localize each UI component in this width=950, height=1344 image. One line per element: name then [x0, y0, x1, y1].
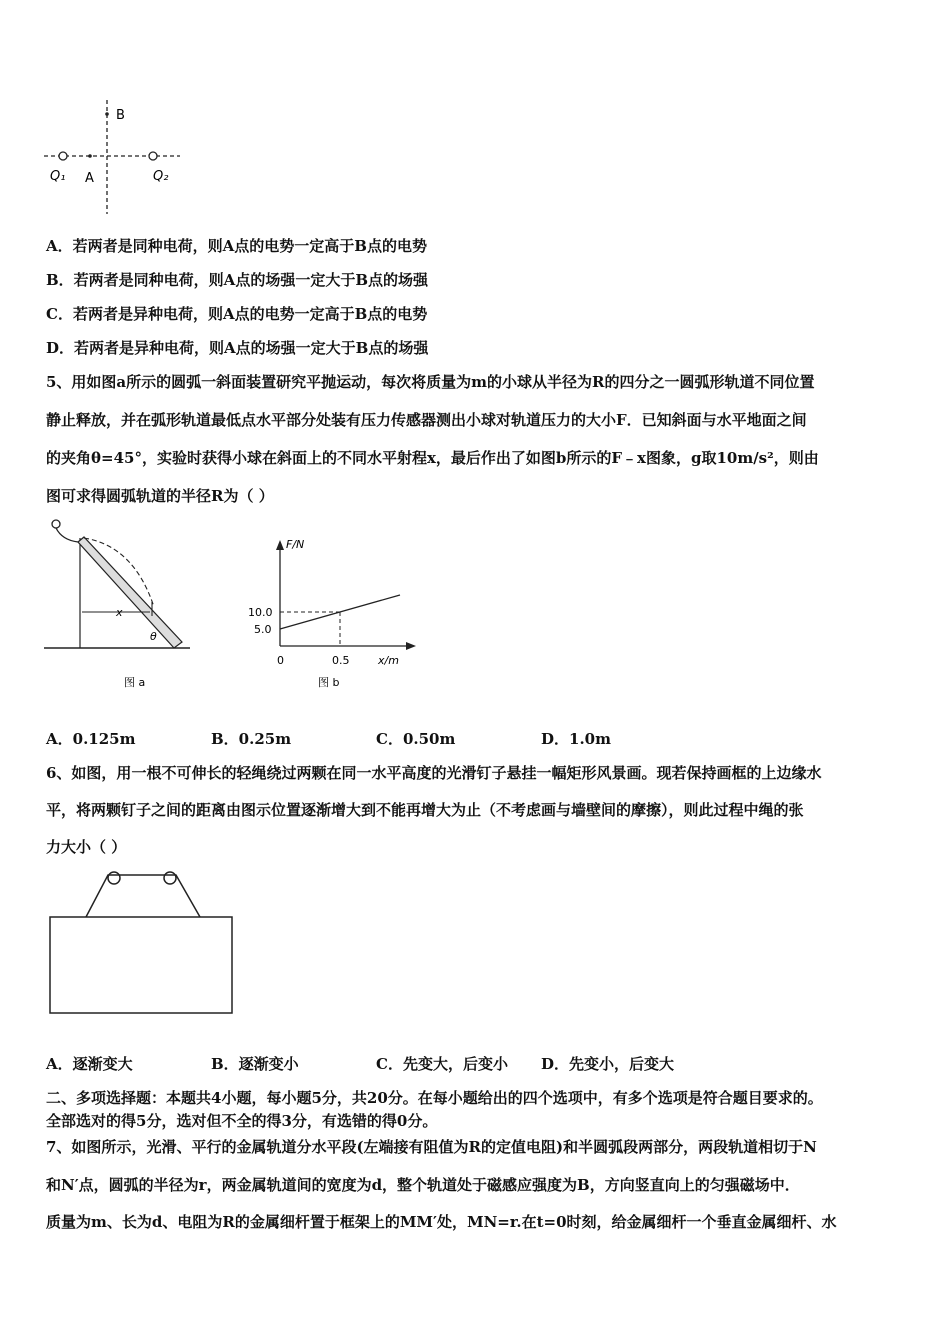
section-2-line-1: 二、多项选择题：本题共4小题，每小题5分，共20分。在每小题给出的四个选项中，有多个选项是符合题目要求的。 [46, 1089, 823, 1107]
y-tick-5: 5.0 [254, 623, 272, 636]
q6-line-2: 平，将两颗钉子之间的距离由图示位置逐渐增大到不能再增大为止（不考虑画与墙壁间的摩擦），则此过程中绳的张 [46, 801, 804, 819]
q5-option-a: A．0.125m [46, 730, 136, 748]
q5-line-4: 图可求得圆弧轨道的半径R为（ ） [46, 487, 274, 505]
left-nail-icon [108, 872, 120, 884]
rope-line [86, 875, 200, 917]
q5-option-b: B．0.25m [211, 730, 292, 748]
q5-line-2: 静止释放，并在弧形轨道最低点水平部分处装有压力传感器测出小球对轨道压力的大小F．已知斜面与水平地面之间 [46, 411, 807, 429]
q6-line-1: 6、如图，用一根不可伸长的轻绳绕过两颗在同一水平高度的光滑钉子悬挂一幅矩形风景画。现若保持画框的上边缘水 [46, 764, 822, 782]
section-2-line-2: 全部选对的得5分，选对但不全的得3分，有选错的得0分。 [46, 1112, 438, 1130]
label-x: x [116, 606, 123, 619]
point-a-dot [88, 154, 92, 158]
arc-track [56, 528, 78, 542]
q7-line-2: 和N′点，圆弧的半径为r，两金属轨道间的宽度为d，整个轨道处于磁感应强度为B，方向竖直向上的匀强磁场中． [46, 1176, 800, 1194]
incline-slope [78, 537, 182, 648]
q5-line-1: 5、用如图a所示的圆弧一斜面装置研究平抛运动，每次将质量为m的小球从半径为R的四分之一圆弧形轨道不同位置 [46, 373, 815, 391]
q4-option-d: D．若两者是异种电荷，则A点的场强一定大于B点的场强 [46, 339, 429, 357]
figure-b-chart [240, 536, 420, 692]
x-tick-0: 0 [277, 654, 284, 667]
label-a: A [85, 171, 94, 186]
picture-frame [50, 917, 232, 1013]
x-axis-label: x/m [378, 654, 399, 667]
q6-line-3: 力大小（ ） [46, 838, 127, 856]
label-q1: Q₁ [50, 169, 66, 184]
y-tick-10: 10.0 [248, 606, 273, 619]
q4-option-a: A．若两者是同种电荷，则A点的电势一定高于B点的电势 [46, 237, 427, 255]
q7-line-3: 质量为m、长为d、电阻为R的金属细杆置于框架上的MM′处，MN=r.在t=0时刻，给金属细杆一个垂直金属细杆、水 [46, 1213, 837, 1231]
right-nail-icon [164, 872, 176, 884]
q5-option-d: D．1.0m [541, 730, 611, 748]
q4-option-c: C．若两者是异种电荷，则A点的电势一定高于B点的电势 [46, 305, 428, 323]
figure-a-caption: 图 a [124, 676, 146, 689]
q4-option-b: B．若两者是同种电荷，则A点的场强一定大于B点的场强 [46, 271, 428, 289]
q5-line-3: 的夹角θ=45°，实验时获得小球在斜面上的不同水平射程x，最后作出了如图b所示的F﹣x图象，g取10m/s²，则由 [46, 449, 819, 467]
label-q2: Q₂ [153, 169, 169, 184]
charge-q2-icon [149, 152, 157, 160]
y-axis-arrow [276, 540, 284, 550]
point-b-dot [105, 112, 109, 116]
q6-option-d: D．先变小，后变大 [541, 1055, 675, 1073]
label-b: B [116, 108, 125, 123]
figure-a [44, 512, 194, 692]
x-tick-0-5: 0.5 [332, 654, 350, 667]
q6-option-b: B．逐渐变小 [211, 1055, 299, 1073]
picture-frame-figure [46, 864, 238, 1016]
charge-q1-icon [59, 152, 67, 160]
q7-line-1: 7、如图所示，光滑、平行的金属轨道分水平段(左端接有阻值为R的定值电阻)和半圆弧段两部分，两段轨道相切于N [46, 1138, 817, 1156]
charges-figure [40, 96, 190, 218]
y-axis-label: F/N [286, 538, 305, 551]
q6-option-c: C．先变大，后变小 [376, 1055, 508, 1073]
ball-icon [52, 520, 60, 528]
figure-b-caption: 图 b [318, 676, 340, 689]
label-theta: θ [150, 630, 157, 643]
q5-option-c: C．0.50m [376, 730, 456, 748]
x-axis-arrow [406, 642, 416, 650]
q6-option-a: A．逐渐变大 [46, 1055, 133, 1073]
